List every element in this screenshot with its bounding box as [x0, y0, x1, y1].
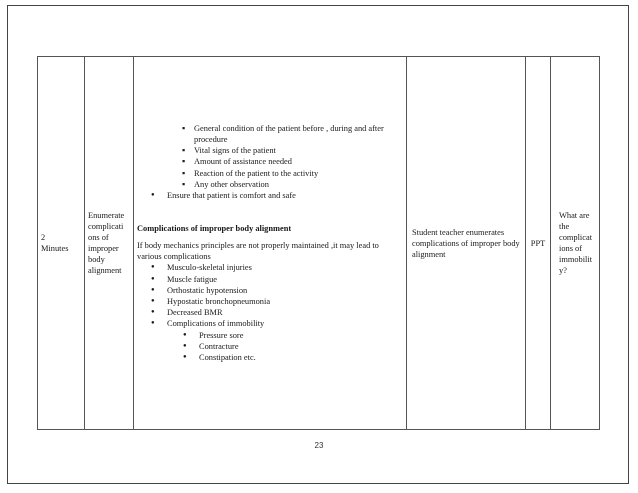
list-item: ● Muscle fatigue — [151, 274, 403, 285]
list-item: ▪ Any other observation — [182, 179, 403, 190]
time-cell: 2 Minutes — [38, 57, 85, 430]
list-item: ▪ Reaction of the patient to the activity — [182, 168, 403, 179]
immobility-list — [167, 330, 403, 364]
table-row — [38, 57, 600, 430]
page-number: 23 — [314, 441, 324, 450]
list-item — [151, 318, 403, 363]
immobility-label: Complications of immobility — [167, 319, 265, 329]
objective-cell: Enumerate complicati ons of improper body alignment — [85, 57, 134, 430]
list-item: ● Pressure sore — [183, 330, 403, 341]
list-item: ▪ Vital signs of the patient — [182, 145, 403, 156]
list-item: ● Hypostatic bronchopneumonia — [151, 296, 403, 307]
observation-list — [137, 123, 403, 190]
list-item: ▪ General condition of the patient before , during and after procedure — [182, 123, 403, 145]
list-item: ● Orthostatic hypotension — [151, 285, 403, 296]
intro-text: If body mechanics principles are not properly maintained ,it may lead to various complications — [137, 241, 379, 262]
evaluation-cell: What are the complicat ions of immobilit y? — [551, 57, 600, 430]
complications-list — [137, 262, 403, 363]
aid-cell: PPT — [526, 57, 551, 430]
list-item: ● Ensure that patient is comfort and safe — [151, 190, 403, 201]
lesson-plan-table — [37, 56, 600, 430]
comfort-list — [137, 190, 403, 201]
list-item: ● Constipation etc. — [183, 352, 403, 363]
list-item: ▪ Amount of assistance needed — [182, 156, 403, 167]
activity-cell: Student teacher enumerates complications of improper body alignment — [407, 57, 526, 430]
list-item: ● Decreased BMR — [151, 307, 403, 318]
section-heading: Complications of improper body alignment — [137, 224, 292, 234]
content-cell — [134, 57, 407, 430]
list-item: ● Contracture — [183, 341, 403, 352]
list-item: ● Musculo-skeletal injuries — [151, 262, 403, 273]
